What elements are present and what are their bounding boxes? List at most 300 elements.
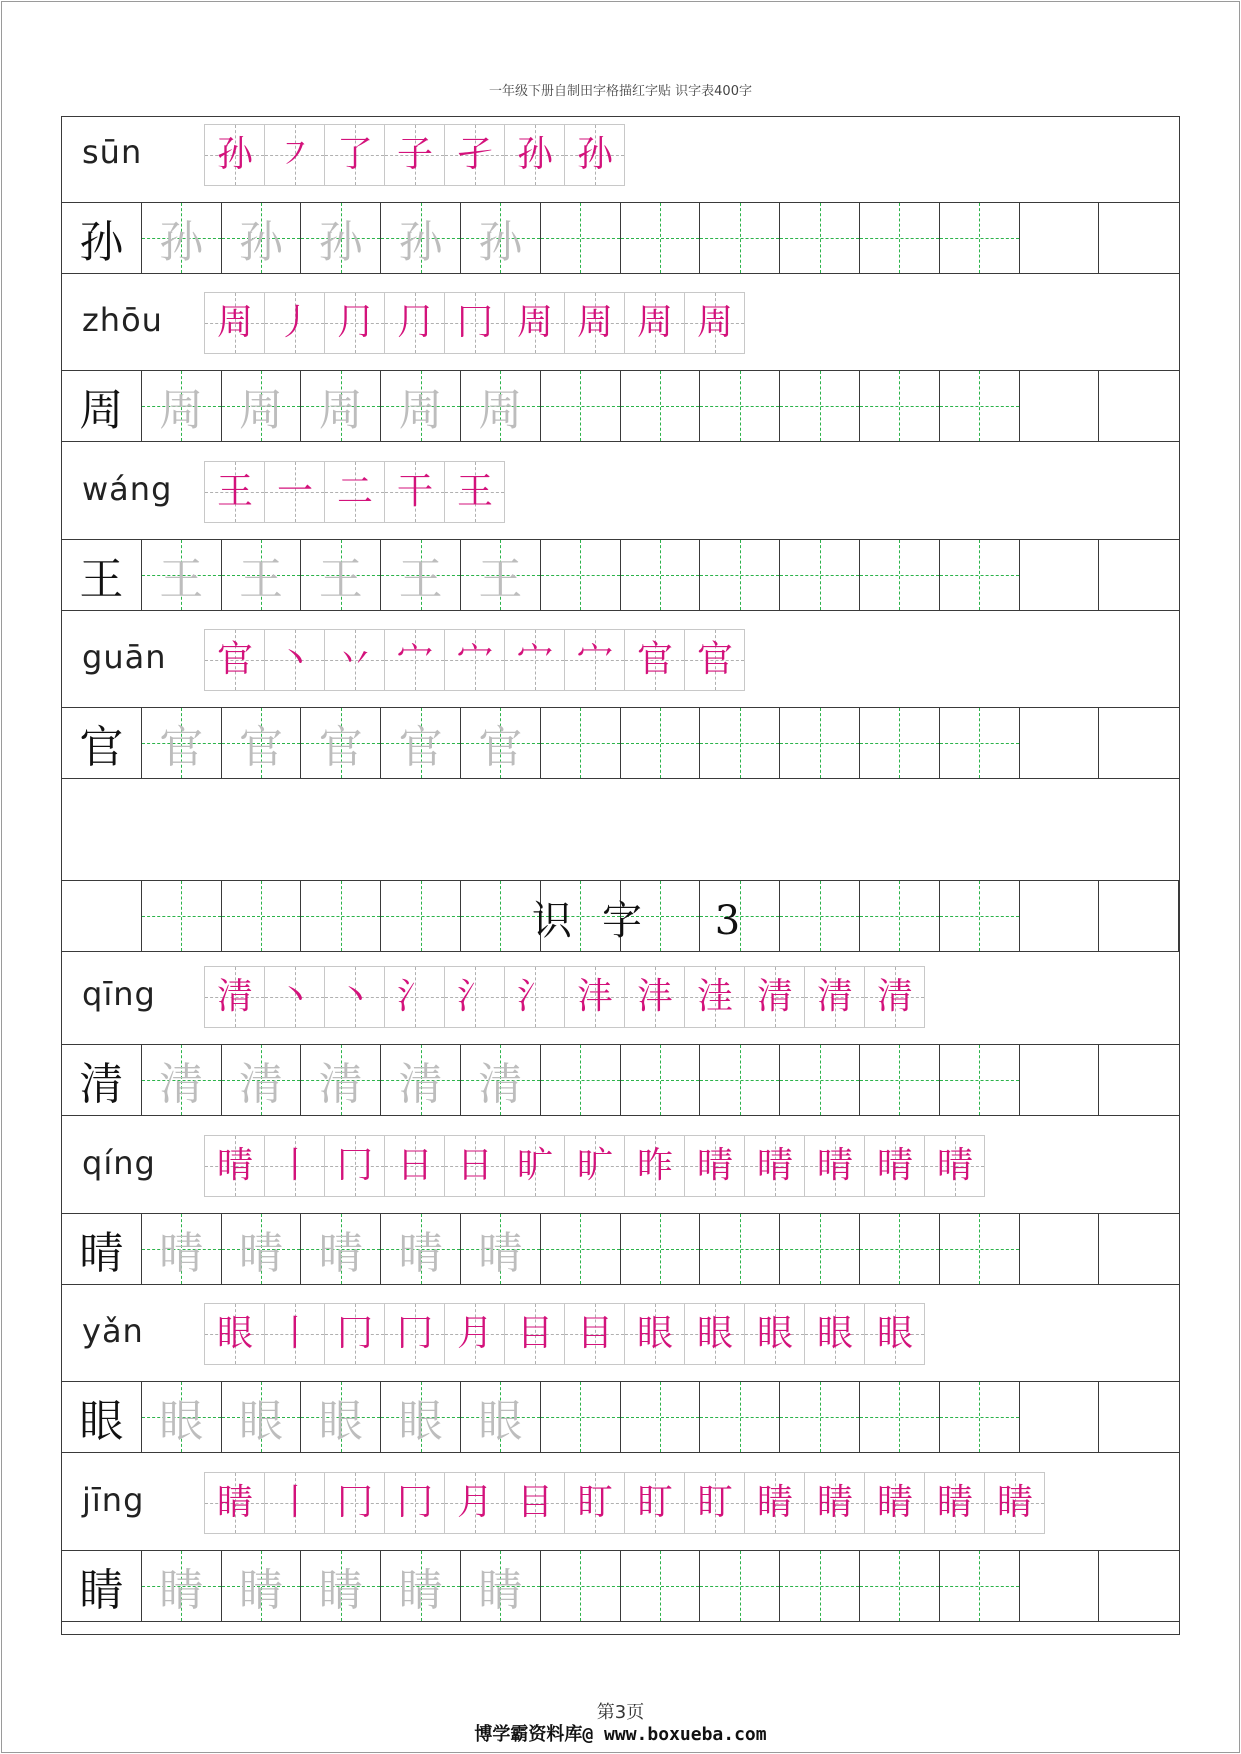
stroke-cell bbox=[865, 1304, 925, 1364]
stroke-step: 盯 bbox=[636, 1482, 673, 1523]
stroke-cell bbox=[565, 967, 625, 1027]
stroke-step: 盯 bbox=[696, 1482, 733, 1523]
writing-cell bbox=[461, 1045, 541, 1115]
stroke-step: 冂 bbox=[396, 1482, 433, 1523]
stroke-step: 周 bbox=[696, 302, 733, 343]
stroke-cell bbox=[445, 1304, 505, 1364]
writing-cell bbox=[461, 540, 541, 610]
stroke-cell bbox=[325, 1136, 385, 1196]
model-char-cell bbox=[62, 1214, 142, 1284]
writing-cell bbox=[381, 1045, 461, 1115]
writing-cell bbox=[621, 203, 701, 273]
site-footer: 博学霸资料库@ www.boxueba.com bbox=[474, 1724, 767, 1745]
writing-cell bbox=[1020, 371, 1100, 441]
trace-char: 王 bbox=[159, 554, 204, 605]
writing-grid-row bbox=[62, 1381, 1179, 1453]
stroke-step: 冂 bbox=[336, 1313, 373, 1354]
stroke-cell bbox=[625, 293, 685, 353]
stroke-cell bbox=[385, 1473, 445, 1533]
stroke-step: 目 bbox=[516, 1313, 553, 1354]
model-char-cell bbox=[62, 881, 142, 951]
practice-sheet bbox=[61, 116, 1180, 1635]
page-header: 一年级下册自制田字格描红字贴 识字表400字 bbox=[489, 84, 752, 99]
trace-char: 孙 bbox=[159, 217, 204, 268]
stroke-step: 日 bbox=[396, 1145, 433, 1186]
stroke-step: 晴 bbox=[876, 1145, 913, 1186]
writing-cell bbox=[381, 540, 461, 610]
trace-char: 周 bbox=[398, 385, 443, 436]
stroke-cell bbox=[925, 1473, 985, 1533]
writing-cell bbox=[940, 1045, 1020, 1115]
stroke-cell bbox=[685, 967, 745, 1027]
writing-cell bbox=[301, 1214, 381, 1284]
stroke-cell bbox=[745, 967, 805, 1027]
writing-cell bbox=[541, 1214, 621, 1284]
stroke-cell bbox=[445, 630, 505, 690]
stroke-step: 目 bbox=[576, 1313, 613, 1354]
writing-cell bbox=[1020, 1551, 1100, 1621]
stroke-step: 王 bbox=[456, 471, 493, 512]
stroke-step: 日 bbox=[456, 1145, 493, 1186]
trace-char: 王 bbox=[398, 554, 443, 605]
stroke-cell bbox=[265, 1136, 325, 1196]
stroke-step: 冂 bbox=[456, 302, 493, 343]
writing-cell bbox=[461, 203, 541, 273]
trace-char: 眼 bbox=[159, 1396, 204, 1447]
stroke-cell bbox=[385, 1136, 445, 1196]
trace-char: 晴 bbox=[478, 1228, 523, 1279]
writing-cell bbox=[222, 1214, 302, 1284]
stroke-cell bbox=[745, 1304, 805, 1364]
stroke-cell bbox=[685, 293, 745, 353]
trace-char: 官 bbox=[238, 722, 283, 773]
stroke-cell bbox=[265, 630, 325, 690]
writing-cell bbox=[541, 708, 621, 778]
stroke-step: 氵 bbox=[456, 976, 493, 1017]
trace-char: 清 bbox=[478, 1059, 523, 1110]
stroke-cell bbox=[565, 293, 625, 353]
stroke-step: 清 bbox=[756, 976, 793, 1017]
stroke-step: 眼 bbox=[816, 1313, 853, 1354]
stroke-step: 睛 bbox=[936, 1482, 973, 1523]
stroke-cell bbox=[565, 630, 625, 690]
writing-cell bbox=[621, 1045, 701, 1115]
writing-cell bbox=[381, 203, 461, 273]
stroke-cell bbox=[985, 1473, 1045, 1533]
stroke-step: 冂 bbox=[336, 1145, 373, 1186]
trace-char: 周 bbox=[318, 385, 363, 436]
writing-cell bbox=[780, 1382, 860, 1452]
writing-cell bbox=[381, 371, 461, 441]
stroke-cell bbox=[505, 1304, 565, 1364]
writing-cell bbox=[621, 708, 701, 778]
writing-cell bbox=[541, 1382, 621, 1452]
stroke-step: 丶 bbox=[276, 639, 313, 680]
stroke-step: 冂 bbox=[396, 1313, 433, 1354]
writing-cell bbox=[381, 1214, 461, 1284]
stroke-step: 眼 bbox=[216, 1313, 253, 1354]
stroke-cell bbox=[685, 1473, 745, 1533]
stroke-step: 洼 bbox=[696, 976, 733, 1017]
writing-cell bbox=[780, 371, 860, 441]
stroke-step: 昨 bbox=[636, 1145, 673, 1186]
stroke-cell bbox=[685, 630, 745, 690]
stroke-step: 宀 bbox=[396, 639, 433, 680]
model-char: 眼 bbox=[79, 1396, 124, 1447]
pinyin-row bbox=[62, 285, 1179, 369]
stroke-cell bbox=[505, 630, 565, 690]
model-char: 周 bbox=[79, 385, 124, 436]
pinyin-label: wáng bbox=[82, 470, 173, 508]
stroke-cell bbox=[445, 967, 505, 1027]
writing-cell bbox=[301, 203, 381, 273]
writing-cell bbox=[700, 1045, 780, 1115]
model-char: 睛 bbox=[79, 1565, 124, 1616]
trace-char: 孙 bbox=[398, 217, 443, 268]
stroke-cell bbox=[865, 1136, 925, 1196]
trace-char: 晴 bbox=[398, 1228, 443, 1279]
writing-cell bbox=[700, 540, 780, 610]
writing-cell bbox=[860, 708, 940, 778]
stroke-step: 清 bbox=[876, 976, 913, 1017]
stroke-cell bbox=[565, 1304, 625, 1364]
stroke-step: 子 bbox=[396, 134, 433, 175]
writing-cell bbox=[700, 1382, 780, 1452]
trace-char: 官 bbox=[398, 722, 443, 773]
pinyin-label: guān bbox=[82, 638, 167, 676]
stroke-cell bbox=[625, 1136, 685, 1196]
stroke-step: 睛 bbox=[216, 1482, 253, 1523]
writing-cell bbox=[940, 540, 1020, 610]
stroke-cell bbox=[445, 462, 505, 522]
stroke-step: 晴 bbox=[216, 1145, 253, 1186]
writing-cell bbox=[1020, 1214, 1100, 1284]
stroke-cell bbox=[865, 967, 925, 1027]
writing-cell bbox=[301, 1382, 381, 1452]
stroke-step: 目 bbox=[516, 1482, 553, 1523]
stroke-cell bbox=[625, 967, 685, 1027]
trace-char: 眼 bbox=[318, 1396, 363, 1447]
model-char: 王 bbox=[79, 554, 124, 605]
pinyin-row bbox=[62, 959, 1179, 1043]
writing-cell bbox=[780, 1045, 860, 1115]
stroke-step: 宀 bbox=[456, 639, 493, 680]
stroke-step: 晴 bbox=[756, 1145, 793, 1186]
writing-cell bbox=[621, 540, 701, 610]
writing-cell bbox=[142, 203, 222, 273]
stroke-step: 睛 bbox=[756, 1482, 793, 1523]
stroke-cell bbox=[385, 967, 445, 1027]
writing-cell bbox=[860, 881, 940, 951]
writing-cell bbox=[1099, 371, 1179, 441]
writing-cell bbox=[860, 1045, 940, 1115]
stroke-step: 旷 bbox=[516, 1145, 553, 1186]
stroke-step: 干 bbox=[396, 471, 433, 512]
stroke-order-box bbox=[204, 292, 745, 354]
writing-cell bbox=[461, 881, 541, 951]
writing-cell bbox=[700, 203, 780, 273]
model-char-cell bbox=[62, 371, 142, 441]
writing-cell bbox=[222, 540, 302, 610]
writing-cell bbox=[301, 1551, 381, 1621]
stroke-cell bbox=[385, 1304, 445, 1364]
writing-cell bbox=[700, 708, 780, 778]
writing-cell bbox=[222, 1045, 302, 1115]
writing-cell bbox=[541, 1551, 621, 1621]
writing-grid-row bbox=[62, 202, 1179, 274]
stroke-step: 眼 bbox=[756, 1313, 793, 1354]
writing-cell bbox=[940, 371, 1020, 441]
stroke-cell bbox=[325, 1304, 385, 1364]
pinyin-row bbox=[62, 454, 1179, 538]
writing-cell bbox=[142, 1551, 222, 1621]
stroke-step: 丶 bbox=[276, 976, 313, 1017]
writing-grid-row bbox=[62, 370, 1179, 442]
writing-cell bbox=[860, 1214, 940, 1284]
writing-cell bbox=[222, 371, 302, 441]
trace-char: 睛 bbox=[318, 1565, 363, 1616]
stroke-step: 眼 bbox=[696, 1313, 733, 1354]
stroke-step: 周 bbox=[516, 302, 553, 343]
writing-cell bbox=[860, 540, 940, 610]
trace-char: 眼 bbox=[238, 1396, 283, 1447]
writing-cell bbox=[780, 203, 860, 273]
stroke-step: ㇇ bbox=[276, 134, 313, 175]
writing-cell bbox=[1020, 540, 1100, 610]
writing-cell bbox=[1020, 1382, 1100, 1452]
stroke-cell bbox=[925, 1136, 985, 1196]
pinyin-label: qíng bbox=[82, 1144, 156, 1182]
stroke-cell bbox=[685, 1136, 745, 1196]
stroke-step: 氵 bbox=[516, 976, 553, 1017]
writing-cell bbox=[541, 1045, 621, 1115]
stroke-step: 孑 bbox=[456, 134, 493, 175]
writing-cell bbox=[222, 203, 302, 273]
stroke-cell bbox=[805, 967, 865, 1027]
stroke-step: 丨 bbox=[276, 1313, 313, 1354]
writing-cell bbox=[780, 1214, 860, 1284]
trace-char: 清 bbox=[318, 1059, 363, 1110]
writing-grid-row bbox=[62, 1213, 1179, 1285]
pinyin-label: yǎn bbox=[82, 1312, 144, 1350]
writing-cell bbox=[780, 881, 860, 951]
stroke-step: 沣 bbox=[636, 976, 673, 1017]
writing-cell bbox=[222, 1382, 302, 1452]
stroke-step: 官 bbox=[636, 639, 673, 680]
stroke-cell bbox=[505, 293, 565, 353]
trace-char: 孙 bbox=[238, 217, 283, 268]
writing-cell bbox=[381, 708, 461, 778]
writing-grid-row bbox=[62, 1044, 1179, 1116]
pinyin-label: jīng bbox=[82, 1481, 145, 1519]
stroke-order-box bbox=[204, 124, 625, 186]
writing-cell bbox=[700, 1551, 780, 1621]
stroke-cell bbox=[205, 293, 265, 353]
stroke-step: ⺆ bbox=[396, 302, 433, 343]
trace-char: 清 bbox=[238, 1059, 283, 1110]
writing-cell bbox=[301, 371, 381, 441]
stroke-cell bbox=[805, 1304, 865, 1364]
stroke-step: 月 bbox=[456, 1482, 493, 1523]
stroke-step: 旷 bbox=[576, 1145, 613, 1186]
stroke-cell bbox=[385, 125, 445, 185]
writing-cell bbox=[1099, 708, 1179, 778]
trace-char: 周 bbox=[238, 385, 283, 436]
stroke-step: 官 bbox=[696, 639, 733, 680]
stroke-cell bbox=[565, 1136, 625, 1196]
writing-cell bbox=[301, 708, 381, 778]
stroke-cell bbox=[205, 1136, 265, 1196]
writing-cell bbox=[142, 1045, 222, 1115]
writing-cell bbox=[1099, 881, 1179, 951]
stroke-order-box bbox=[204, 1303, 925, 1365]
stroke-cell bbox=[205, 462, 265, 522]
writing-cell bbox=[1099, 540, 1179, 610]
writing-cell bbox=[621, 371, 701, 441]
writing-cell bbox=[1099, 1551, 1179, 1621]
writing-cell bbox=[222, 881, 302, 951]
writing-cell bbox=[1020, 708, 1100, 778]
writing-cell bbox=[301, 1045, 381, 1115]
trace-char: 官 bbox=[159, 722, 204, 773]
model-char-cell bbox=[62, 1551, 142, 1621]
writing-cell bbox=[142, 1214, 222, 1284]
writing-cell bbox=[700, 371, 780, 441]
stroke-cell bbox=[445, 1473, 505, 1533]
writing-cell bbox=[700, 1214, 780, 1284]
pinyin-label: sūn bbox=[82, 133, 143, 171]
stroke-cell bbox=[205, 630, 265, 690]
stroke-cell bbox=[565, 1473, 625, 1533]
writing-cell bbox=[461, 1214, 541, 1284]
stroke-cell bbox=[325, 293, 385, 353]
writing-cell bbox=[461, 371, 541, 441]
trace-char: 孙 bbox=[478, 217, 523, 268]
trace-char: 官 bbox=[318, 722, 363, 773]
stroke-step: 丿 bbox=[276, 302, 313, 343]
stroke-step: 晴 bbox=[816, 1145, 853, 1186]
stroke-cell bbox=[625, 630, 685, 690]
pinyin-label: qīng bbox=[82, 975, 156, 1013]
stroke-cell bbox=[565, 125, 625, 185]
writing-grid-row bbox=[62, 539, 1179, 611]
stroke-step: 月 bbox=[456, 1313, 493, 1354]
writing-cell bbox=[142, 371, 222, 441]
writing-cell bbox=[940, 1214, 1020, 1284]
writing-cell bbox=[381, 1382, 461, 1452]
writing-cell bbox=[142, 1382, 222, 1452]
writing-grid-row bbox=[62, 1550, 1179, 1622]
stroke-cell bbox=[505, 125, 565, 185]
trace-char: 王 bbox=[238, 554, 283, 605]
section-title: 识字 3 bbox=[532, 897, 771, 944]
model-char-cell bbox=[62, 1045, 142, 1115]
writing-cell bbox=[780, 708, 860, 778]
stroke-step: 王 bbox=[216, 471, 253, 512]
writing-cell bbox=[860, 1551, 940, 1621]
stroke-step: 盯 bbox=[576, 1482, 613, 1523]
model-char-cell bbox=[62, 540, 142, 610]
writing-cell bbox=[301, 881, 381, 951]
page-number: 第3页 bbox=[596, 1702, 645, 1723]
stroke-step: 孙 bbox=[216, 134, 253, 175]
stroke-cell bbox=[625, 1473, 685, 1533]
writing-cell bbox=[1099, 1214, 1179, 1284]
trace-char: 王 bbox=[478, 554, 523, 605]
model-char: 官 bbox=[79, 722, 124, 773]
pinyin-row bbox=[62, 1465, 1179, 1549]
stroke-cell bbox=[445, 125, 505, 185]
stroke-step: 睛 bbox=[996, 1482, 1033, 1523]
stroke-step: 官 bbox=[216, 639, 253, 680]
stroke-cell bbox=[865, 1473, 925, 1533]
stroke-step: 丷 bbox=[336, 639, 373, 680]
stroke-cell bbox=[685, 1304, 745, 1364]
writing-cell bbox=[940, 1382, 1020, 1452]
stroke-step: 清 bbox=[816, 976, 853, 1017]
pinyin-row bbox=[62, 1296, 1179, 1380]
writing-cell bbox=[940, 1551, 1020, 1621]
writing-cell bbox=[860, 371, 940, 441]
trace-char: 清 bbox=[159, 1059, 204, 1110]
writing-cell bbox=[461, 1382, 541, 1452]
writing-cell bbox=[1020, 203, 1100, 273]
trace-char: 眼 bbox=[398, 1396, 443, 1447]
writing-cell bbox=[222, 1551, 302, 1621]
stroke-step: 孙 bbox=[576, 134, 613, 175]
writing-cell bbox=[940, 203, 1020, 273]
stroke-step: 沣 bbox=[576, 976, 613, 1017]
stroke-cell bbox=[505, 967, 565, 1027]
pinyin-row bbox=[62, 1128, 1179, 1212]
trace-char: 睛 bbox=[159, 1565, 204, 1616]
trace-char: 睛 bbox=[478, 1565, 523, 1616]
trace-char: 晴 bbox=[318, 1228, 363, 1279]
stroke-step: 冂 bbox=[336, 1482, 373, 1523]
section-title-row bbox=[62, 880, 1179, 952]
writing-cell bbox=[1099, 1382, 1179, 1452]
stroke-cell bbox=[205, 1473, 265, 1533]
writing-cell bbox=[1099, 203, 1179, 273]
writing-cell bbox=[301, 540, 381, 610]
writing-grid-row bbox=[62, 707, 1179, 779]
writing-cell bbox=[142, 708, 222, 778]
model-char: 晴 bbox=[79, 1228, 124, 1279]
stroke-step: 二 bbox=[336, 471, 373, 512]
stroke-step: 了 bbox=[336, 134, 373, 175]
writing-cell bbox=[780, 1551, 860, 1621]
writing-cell bbox=[860, 203, 940, 273]
model-char-cell bbox=[62, 708, 142, 778]
stroke-step: 睛 bbox=[816, 1482, 853, 1523]
writing-cell bbox=[461, 1551, 541, 1621]
writing-cell bbox=[142, 540, 222, 610]
writing-cell bbox=[541, 540, 621, 610]
trace-char: 睛 bbox=[238, 1565, 283, 1616]
pinyin-label: zhōu bbox=[82, 301, 163, 339]
stroke-cell bbox=[325, 125, 385, 185]
stroke-cell bbox=[265, 125, 325, 185]
stroke-step: 眼 bbox=[876, 1313, 913, 1354]
writing-cell bbox=[621, 1551, 701, 1621]
trace-char: 孙 bbox=[318, 217, 363, 268]
stroke-step: 宀 bbox=[576, 639, 613, 680]
stroke-cell bbox=[745, 1473, 805, 1533]
writing-cell bbox=[541, 371, 621, 441]
stroke-step: 一 bbox=[276, 471, 313, 512]
stroke-order-box bbox=[204, 461, 505, 523]
stroke-cell bbox=[265, 1473, 325, 1533]
